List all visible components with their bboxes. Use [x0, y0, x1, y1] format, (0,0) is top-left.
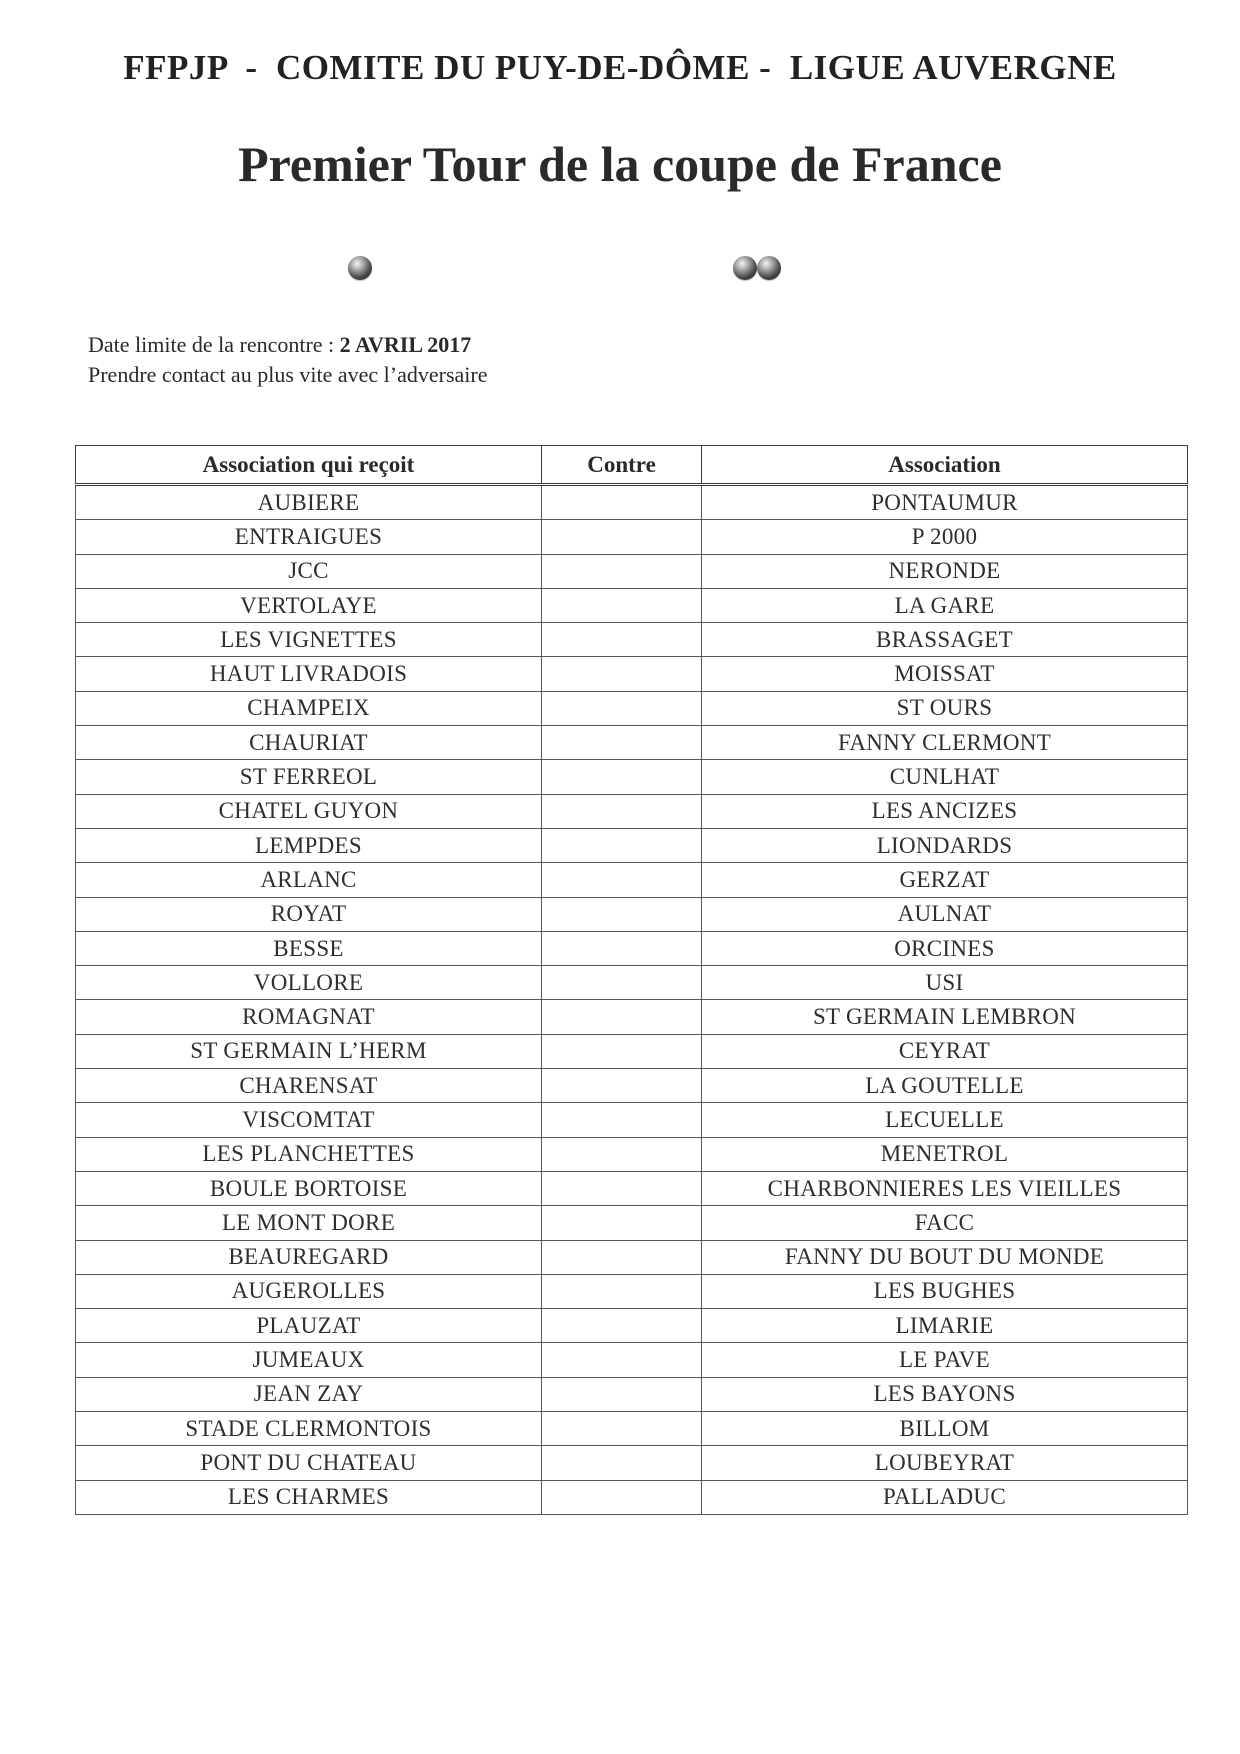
contre-cell: [542, 966, 702, 1000]
header-contre: Contre: [542, 446, 702, 485]
away-association-cell: AULNAT: [702, 897, 1188, 931]
away-association-cell: P 2000: [702, 520, 1188, 554]
home-association-cell: STADE CLERMONTOIS: [76, 1412, 542, 1446]
contre-cell: [542, 1274, 702, 1308]
home-association-cell: CHARENSAT: [76, 1069, 542, 1103]
table-row: [76, 485, 1188, 520]
away-association-cell: LA GOUTELLE: [702, 1069, 1188, 1103]
away-association-cell: CEYRAT: [702, 1034, 1188, 1068]
home-association-cell: LEMPDES: [76, 828, 542, 862]
table-row: [76, 1343, 1188, 1377]
table-row: [76, 966, 1188, 1000]
table-row: [76, 623, 1188, 657]
table-row: [76, 828, 1188, 862]
away-association-cell: FANNY DU BOUT DU MONDE: [702, 1240, 1188, 1274]
home-association-cell: CHAURIAT: [76, 726, 542, 760]
home-association-cell: VISCOMTAT: [76, 1103, 542, 1137]
table-row: [76, 863, 1188, 897]
table-row: [76, 1000, 1188, 1034]
contre-cell: [542, 1480, 702, 1514]
table-row: [76, 1137, 1188, 1171]
home-association-cell: LES VIGNETTES: [76, 623, 542, 657]
header-away-association: Association: [702, 446, 1188, 485]
away-association-cell: LES BUGHES: [702, 1274, 1188, 1308]
deadline-line: [88, 330, 487, 360]
home-association-cell: CHAMPEIX: [76, 691, 542, 725]
home-association-cell: LE MONT DORE: [76, 1206, 542, 1240]
contre-cell: [542, 1377, 702, 1411]
petanque-balls-icon: [733, 256, 757, 280]
table-row: [76, 691, 1188, 725]
away-association-cell: ORCINES: [702, 931, 1188, 965]
home-association-cell: ROYAT: [76, 897, 542, 931]
home-association-cell: CHATEL GUYON: [76, 794, 542, 828]
deadline-label: Date limite de la rencontre :: [88, 332, 340, 357]
contre-cell: [542, 760, 702, 794]
home-association-cell: ROMAGNAT: [76, 1000, 542, 1034]
home-association-cell: ST GERMAIN L’HERM: [76, 1034, 542, 1068]
home-association-cell: JEAN ZAY: [76, 1377, 542, 1411]
away-association-cell: USI: [702, 966, 1188, 1000]
away-association-cell: MOISSAT: [702, 657, 1188, 691]
contre-cell: [542, 1206, 702, 1240]
page-title: Premier Tour de la coupe de France: [238, 136, 1002, 192]
petanque-ball-icon: [348, 256, 372, 280]
header-home-association: Association qui reçoit: [76, 446, 542, 485]
match-draw-table: [75, 445, 1188, 1515]
away-association-cell: PONTAUMUR: [702, 485, 1188, 520]
away-association-cell: FACC: [702, 1206, 1188, 1240]
away-association-cell: LIMARIE: [702, 1309, 1188, 1343]
home-association-cell: HAUT LIVRADOIS: [76, 657, 542, 691]
contre-cell: [542, 1446, 702, 1480]
away-association-cell: CUNLHAT: [702, 760, 1188, 794]
away-association-cell: GERZAT: [702, 863, 1188, 897]
home-association-cell: BEAUREGARD: [76, 1240, 542, 1274]
contre-cell: [542, 897, 702, 931]
contre-cell: [542, 1240, 702, 1274]
home-association-cell: LES CHARMES: [76, 1480, 542, 1514]
away-association-cell: LES BAYONS: [702, 1377, 1188, 1411]
away-association-cell: CHARBONNIERES LES VIEILLES: [702, 1171, 1188, 1205]
contre-cell: [542, 1171, 702, 1205]
contre-cell: [542, 726, 702, 760]
home-association-cell: LES PLANCHETTES: [76, 1137, 542, 1171]
table-row: [76, 554, 1188, 588]
home-association-cell: BOULE BORTOISE: [76, 1171, 542, 1205]
table-row: [76, 760, 1188, 794]
away-association-cell: LA GARE: [702, 588, 1188, 622]
table-row: [76, 1377, 1188, 1411]
table-row: [76, 1069, 1188, 1103]
away-association-cell: ST GERMAIN LEMBRON: [702, 1000, 1188, 1034]
table-row: [76, 657, 1188, 691]
table-row: [76, 1309, 1188, 1343]
contre-cell: [542, 1034, 702, 1068]
home-association-cell: VOLLORE: [76, 966, 542, 1000]
contre-cell: [542, 1137, 702, 1171]
away-association-cell: BILLOM: [702, 1412, 1188, 1446]
contre-cell: [542, 1069, 702, 1103]
away-association-cell: BRASSAGET: [702, 623, 1188, 657]
table-row: [76, 897, 1188, 931]
contact-note: Prendre contact au plus vite avec l’adversaire: [88, 362, 488, 387]
away-association-cell: NERONDE: [702, 554, 1188, 588]
contre-cell: [542, 623, 702, 657]
away-association-cell: MENETROL: [702, 1137, 1188, 1171]
organization-header: FFPJP - COMITE DU PUY-DE-DÔME - LIGUE AUVERGNE: [123, 48, 1117, 87]
home-association-cell: PONT DU CHATEAU: [76, 1446, 542, 1480]
home-association-cell: ARLANC: [76, 863, 542, 897]
home-association-cell: ST FERREOL: [76, 760, 542, 794]
contre-cell: [542, 588, 702, 622]
home-association-cell: JUMEAUX: [76, 1343, 542, 1377]
contre-cell: [542, 931, 702, 965]
home-association-cell: AUGEROLLES: [76, 1274, 542, 1308]
petanque-balls-icon: [757, 256, 781, 280]
table-row: [76, 1240, 1188, 1274]
away-association-cell: PALLADUC: [702, 1480, 1188, 1514]
contre-cell: [542, 657, 702, 691]
away-association-cell: LE PAVE: [702, 1343, 1188, 1377]
away-association-cell: LES ANCIZES: [702, 794, 1188, 828]
table-row: [76, 1171, 1188, 1205]
table-row: [76, 726, 1188, 760]
table-row: [76, 1480, 1188, 1514]
home-association-cell: VERTOLAYE: [76, 588, 542, 622]
table-row: [76, 1446, 1188, 1480]
deadline-date: 2 AVRIL 2017: [339, 332, 472, 357]
table-row: [76, 1274, 1188, 1308]
home-association-cell: PLAUZAT: [76, 1309, 542, 1343]
table-row: [76, 588, 1188, 622]
away-association-cell: FANNY CLERMONT: [702, 726, 1188, 760]
table-row: [76, 794, 1188, 828]
contre-cell: [542, 1343, 702, 1377]
contre-cell: [542, 863, 702, 897]
table-row: [76, 1412, 1188, 1446]
deadline-info: [88, 330, 487, 390]
table-row: [76, 1034, 1188, 1068]
home-association-cell: AUBIERE: [76, 485, 542, 520]
away-association-cell: LOUBEYRAT: [702, 1446, 1188, 1480]
contre-cell: [542, 520, 702, 554]
contre-cell: [542, 691, 702, 725]
contre-cell: [542, 554, 702, 588]
home-association-cell: JCC: [76, 554, 542, 588]
contre-cell: [542, 1000, 702, 1034]
home-association-cell: ENTRAIGUES: [76, 520, 542, 554]
contre-cell: [542, 794, 702, 828]
table-row: [76, 1206, 1188, 1240]
away-association-cell: LECUELLE: [702, 1103, 1188, 1137]
contre-cell: [542, 828, 702, 862]
away-association-cell: LIONDARDS: [702, 828, 1188, 862]
table-row: [76, 931, 1188, 965]
contre-cell: [542, 1309, 702, 1343]
table-header-row: [76, 446, 1188, 485]
table-row: [76, 520, 1188, 554]
contre-cell: [542, 485, 702, 520]
away-association-cell: ST OURS: [702, 691, 1188, 725]
contre-cell: [542, 1412, 702, 1446]
home-association-cell: BESSE: [76, 931, 542, 965]
contre-cell: [542, 1103, 702, 1137]
table-row: [76, 1103, 1188, 1137]
